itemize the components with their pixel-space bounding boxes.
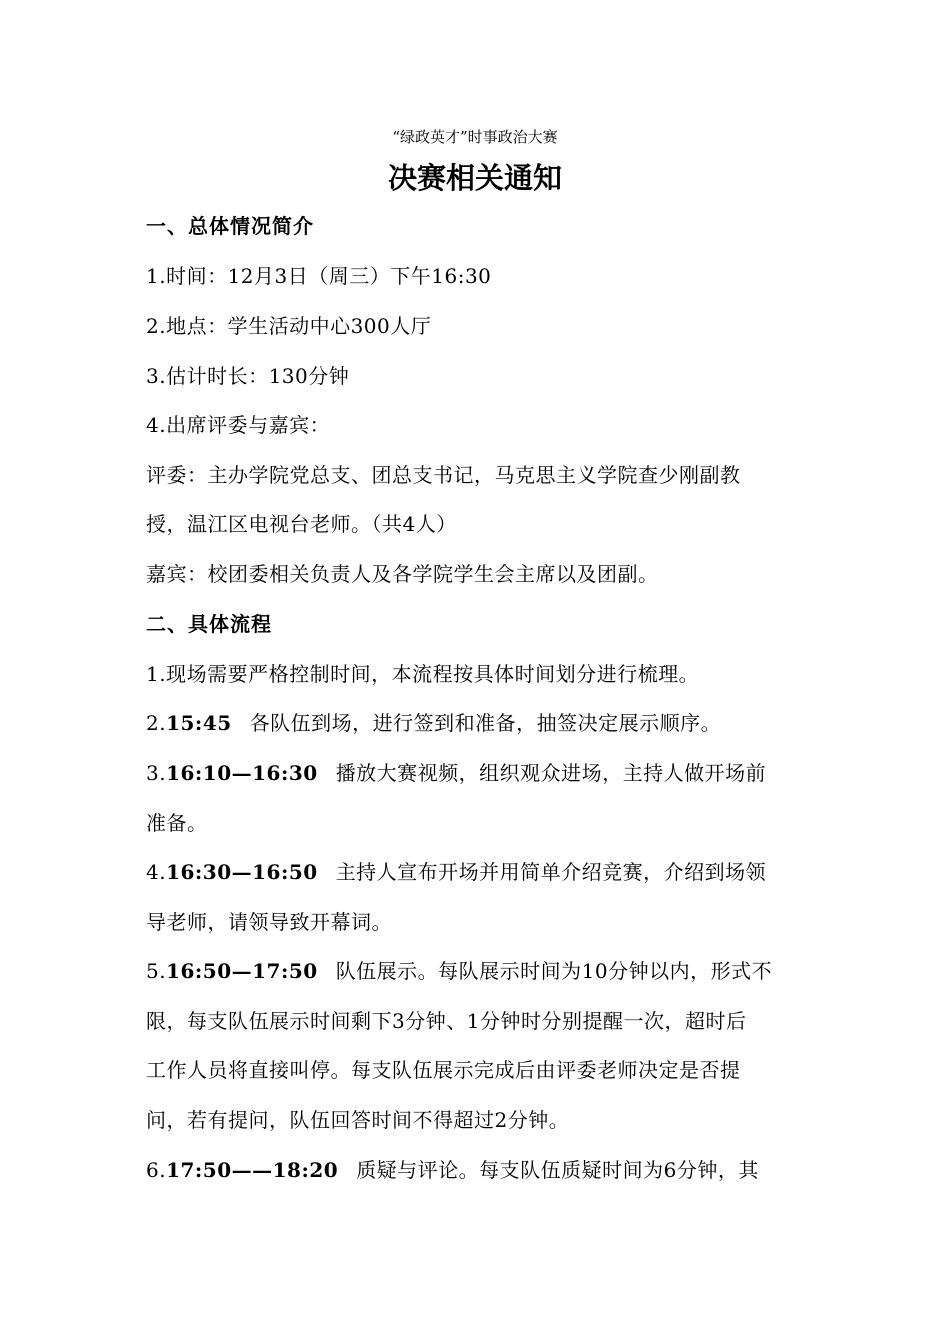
guests-line: 嘉宾：校团委相关负责人及各学院学生会主席以及团副。 — [146, 562, 659, 586]
flow-item-2-text: 各队伍到场，进行签到和准备，抽签决定展示顺序。 — [249, 711, 722, 735]
flow-item-6-text: 质疑与评论。每支队伍质疑时间为6分钟，其 — [356, 1158, 759, 1182]
judges-line-2: 授，温江区电视台老师。（共4人） — [146, 512, 457, 536]
judges-line-1: 评委：主办学院党总支、团总支书记，马克思主义学院查少刚副教 — [146, 463, 741, 487]
flow-item-5-text: 队伍展示。每队展示时间为10分钟以内，形式不 — [335, 959, 773, 983]
flow-item-4-time: 16:30—16:50 — [166, 860, 318, 884]
document-title: 决赛相关通知 — [387, 161, 562, 195]
flow-item-6 — [146, 1155, 806, 1185]
flow-item-5-cont1: 限，每支队伍展示时间剩下3分钟、1分钟时分别提醒一次，超时后 — [146, 1009, 747, 1033]
flow-item-3-time: 16:10—16:30 — [166, 761, 318, 785]
flow-item-3-text: 播放大赛视频，组织观众进场，主持人做开场前 — [335, 761, 767, 785]
flow-item-4 — [146, 857, 806, 887]
flow-item-2 — [146, 708, 806, 738]
flow-item-5-num: 5. — [146, 959, 167, 983]
flow-item-3-num: 3. — [146, 761, 167, 785]
section1-heading: 一、总体情况简介 — [146, 214, 314, 238]
flow-item-6-num: 6. — [146, 1158, 167, 1182]
flow-item-3-cont: 准备。 — [146, 811, 208, 835]
document-subtitle: “绿政英才”时事政治大赛 — [392, 128, 558, 146]
flow-item-2-time: 15:45 — [166, 711, 232, 735]
section1-item-duration: 3.估计时长：130分钟 — [146, 364, 350, 388]
flow-item-2-num: 2. — [146, 711, 167, 735]
flow-item-5 — [146, 956, 806, 986]
flow-item-4-text: 主持人宣布开场并用简单介绍竞赛，介绍到场领 — [335, 860, 767, 884]
flow-item-6-time: 17:50——18:20 — [166, 1158, 339, 1182]
flow-item-5-cont2: 工作人员将直接叫停。每支队伍展示完成后由评委老师决定是否提 — [146, 1058, 741, 1082]
flow-item-3 — [146, 758, 806, 788]
section2-heading: 二、具体流程 — [146, 612, 272, 636]
section1-item-time: 1.时间：12月3日（周三）下午16:30 — [146, 264, 492, 288]
flow-item-4-num: 4. — [146, 860, 167, 884]
section1-item-location: 2.地点：学生活动中心300人厅 — [146, 314, 432, 338]
flow-item-5-cont3: 问，若有提问，队伍回答时间不得超过2分钟。 — [146, 1108, 570, 1132]
flow-item-5-time: 16:50—17:50 — [166, 959, 318, 983]
flow-item-1: 1.现场需要严格控制时间，本流程按具体时间划分进行梳理。 — [146, 662, 700, 686]
section1-item-attendees: 4.出席评委与嘉宾： — [146, 413, 331, 437]
flow-item-4-cont: 导老师，请领导致开幕词。 — [146, 910, 392, 934]
